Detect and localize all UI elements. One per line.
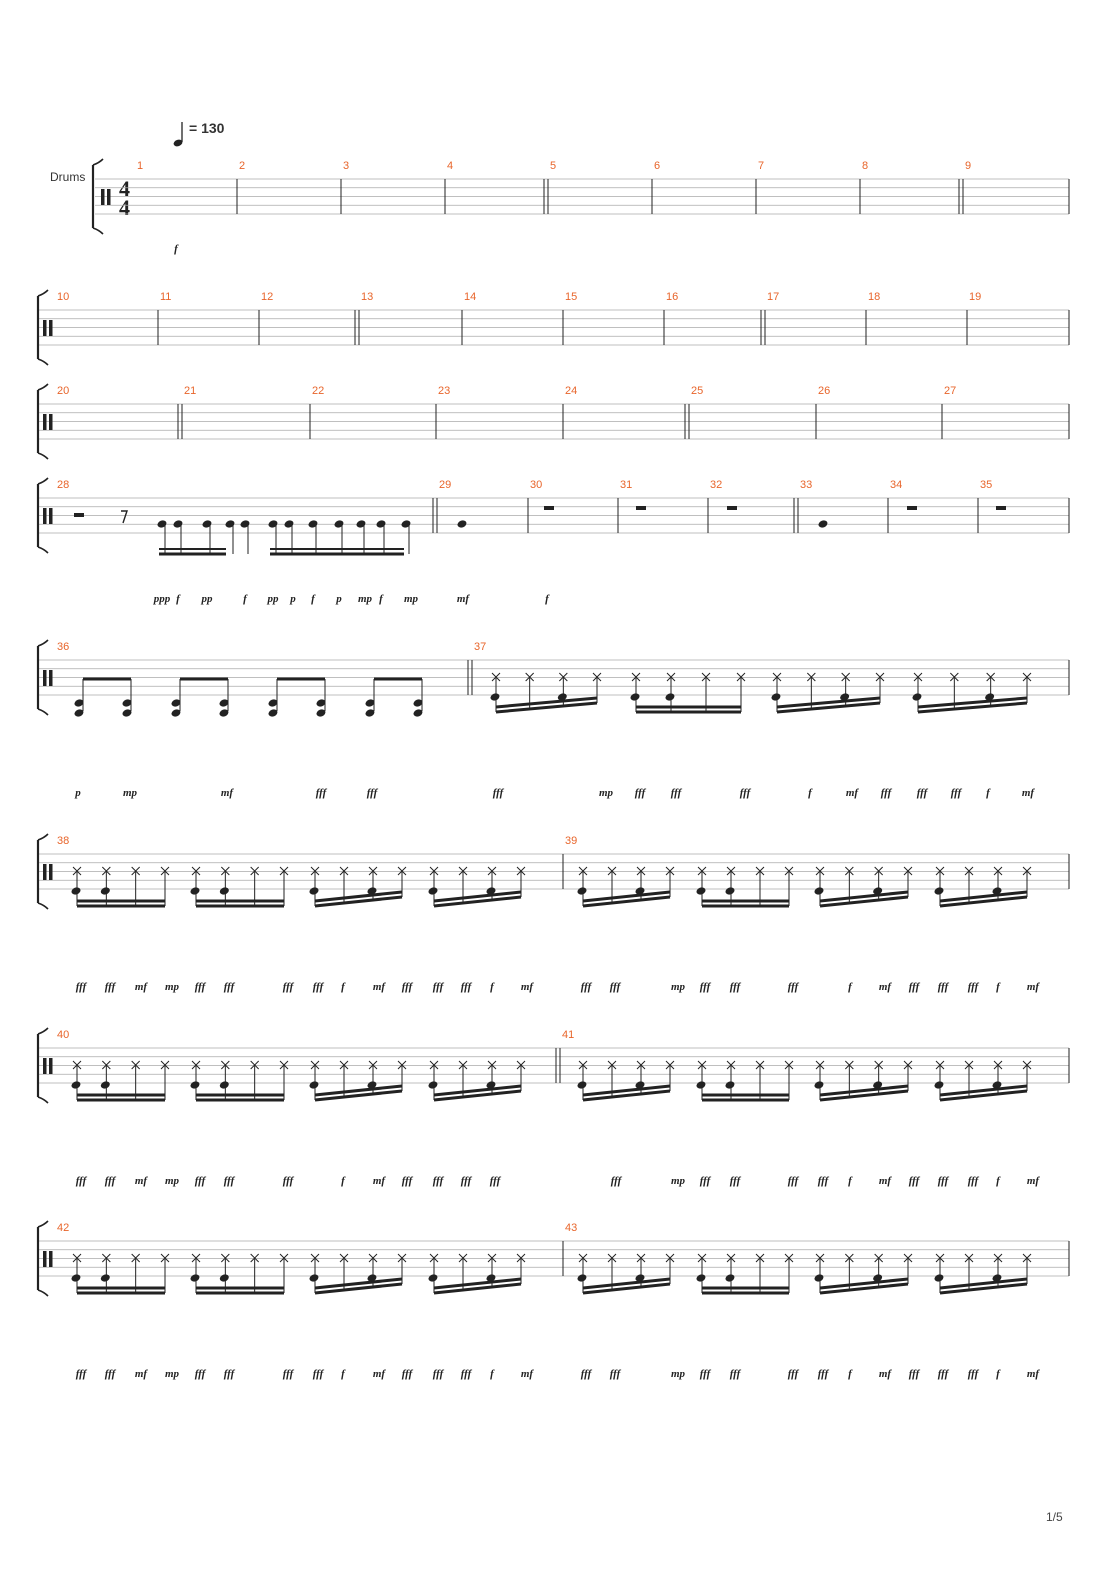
- note-head: [190, 1273, 201, 1283]
- measure-number: 34: [890, 479, 903, 491]
- measure-number: 6: [654, 160, 661, 172]
- measure-number: 25: [691, 385, 704, 397]
- measure-number: 10: [57, 291, 70, 303]
- dynamic-marking: f: [341, 1175, 345, 1187]
- measure-number: 32: [710, 479, 723, 491]
- dynamic-marking: f: [996, 1175, 1000, 1187]
- dynamic-marking: fff: [609, 981, 621, 993]
- dynamic-marking: fff: [104, 981, 116, 993]
- percussion-clef-bar: [43, 320, 47, 336]
- note-head: [814, 1080, 825, 1090]
- percussion-clef-bar: [49, 1251, 53, 1267]
- dynamic-marking: fff: [104, 1175, 116, 1187]
- dynamic-marking: mf: [1026, 981, 1040, 993]
- note-head: [934, 1273, 945, 1283]
- half-rest: [74, 513, 84, 517]
- measure-number: 8: [862, 160, 869, 172]
- dynamic-marking: f: [490, 1368, 494, 1380]
- dynamic-marking: f: [996, 981, 1000, 993]
- note-head: [696, 1080, 707, 1090]
- dynamic-marking: mp: [670, 1368, 686, 1380]
- dynamic-marking: f: [848, 1368, 852, 1380]
- measure-number: 16: [666, 291, 679, 303]
- measure-number: 29: [439, 479, 452, 491]
- dynamic-marking: f: [986, 787, 990, 799]
- bracket-bottom-hook: [38, 1097, 48, 1103]
- measure-number: 9: [965, 160, 972, 172]
- note-head: [814, 886, 825, 896]
- tempo-marking: = 130: [189, 120, 225, 136]
- note-head: [100, 1080, 111, 1090]
- dynamic-marking: fff: [460, 1175, 472, 1187]
- dynamic-marking: f: [848, 1175, 852, 1187]
- dynamic-marking: mf: [1026, 1368, 1040, 1380]
- dynamic-marking: fff: [580, 1368, 592, 1380]
- bracket-bottom-hook: [38, 709, 48, 715]
- dynamic-marking: fff: [967, 1368, 979, 1380]
- dynamic-marking: fff: [460, 1368, 472, 1380]
- note-head: [818, 519, 829, 529]
- measure-number: 41: [562, 1029, 575, 1041]
- dynamic-marking: f: [545, 593, 549, 605]
- dynamic-marking: fff: [312, 981, 324, 993]
- dynamic-marking: f: [341, 981, 345, 993]
- note-head: [725, 1273, 736, 1283]
- dynamic-marking: f: [808, 787, 812, 799]
- time-signature-numerator: 4: [119, 176, 130, 201]
- dynamic-marking: fff: [937, 981, 949, 993]
- dynamic-marking: fff: [432, 981, 444, 993]
- dynamic-marking: f: [174, 243, 178, 255]
- whole-rest: [996, 506, 1006, 510]
- percussion-clef-bar: [49, 414, 53, 430]
- dynamic-marking: fff: [282, 981, 294, 993]
- measure-number: 11: [160, 291, 172, 303]
- dynamic-marking: mf: [878, 981, 892, 993]
- systems-layer: [38, 159, 1069, 1380]
- note-head: [240, 519, 251, 529]
- dynamic-marking: fff: [729, 1175, 741, 1187]
- note-head: [190, 1080, 201, 1090]
- staff-system: [38, 641, 1069, 799]
- page-indicator: 1/5: [1046, 1510, 1063, 1524]
- dynamic-marking: fff: [908, 1368, 920, 1380]
- dynamic-marking: fff: [880, 787, 892, 799]
- measure-number: 4: [447, 160, 454, 172]
- eighth-rest: [121, 511, 127, 523]
- measure-number: 24: [565, 385, 578, 397]
- dynamic-marking: mp: [164, 1175, 180, 1187]
- dynamic-marking: mp: [357, 593, 373, 605]
- bracket-top-hook: [38, 290, 48, 296]
- dynamic-marking: mf: [878, 1368, 892, 1380]
- whole-rest: [636, 506, 646, 510]
- dynamic-marking: fff: [460, 981, 472, 993]
- note-head: [725, 1080, 736, 1090]
- measure-number: 37: [474, 641, 487, 653]
- measure-number: 43: [565, 1222, 578, 1234]
- dynamic-marking: fff: [104, 1368, 116, 1380]
- measure-number: 3: [343, 160, 350, 172]
- note-head: [334, 519, 345, 529]
- dynamic-marking: fff: [432, 1175, 444, 1187]
- dynamic-marking: p: [75, 787, 81, 799]
- measure-number: 12: [261, 291, 274, 303]
- dynamic-marking: fff: [223, 981, 235, 993]
- dynamic-marking: fff: [282, 1175, 294, 1187]
- percussion-clef-bar: [43, 670, 47, 686]
- note-head: [71, 1080, 82, 1090]
- note-head: [696, 886, 707, 896]
- dynamic-marking: fff: [223, 1175, 235, 1187]
- dynamic-marking: fff: [670, 787, 682, 799]
- dynamic-marking: mp: [670, 1175, 686, 1187]
- dynamic-marking: f: [996, 1368, 1000, 1380]
- percussion-clef-bar: [101, 189, 105, 205]
- measure-number: 40: [57, 1029, 70, 1041]
- staff-system: [95, 160, 1069, 255]
- dynamic-marking: fff: [401, 1175, 413, 1187]
- measure-number: 33: [800, 479, 813, 491]
- dynamic-marking: fff: [75, 1175, 87, 1187]
- measure-number: 35: [980, 479, 993, 491]
- dynamic-marking: fff: [729, 1368, 741, 1380]
- dynamic-marking: fff: [194, 981, 206, 993]
- dynamic-marking: mp: [598, 787, 614, 799]
- dynamic-marking: fff: [937, 1368, 949, 1380]
- measure-number: 39: [565, 835, 578, 847]
- note-head: [630, 692, 641, 702]
- measure-number: 36: [57, 641, 70, 653]
- measure-number: 38: [57, 835, 70, 847]
- measure-number: 19: [969, 291, 982, 303]
- note-head: [428, 1273, 439, 1283]
- percussion-clef-bar: [49, 508, 53, 524]
- dynamic-marking: f: [341, 1368, 345, 1380]
- note-head: [71, 886, 82, 896]
- measure-number: 26: [818, 385, 831, 397]
- dynamic-marking: pp: [201, 593, 213, 605]
- dynamic-marking: fff: [787, 981, 799, 993]
- percussion-clef-bar: [49, 864, 53, 880]
- staff-system: [38, 835, 1069, 993]
- measure-number: 17: [767, 291, 780, 303]
- measure-number: 5: [550, 160, 557, 172]
- staff-system: [38, 1222, 1069, 1380]
- instrument-name: Drums: [50, 170, 86, 184]
- staff-system: [38, 1029, 1069, 1187]
- percussion-clef-bar: [43, 864, 47, 880]
- dynamic-marking: mf: [456, 593, 470, 605]
- dynamic-marking: fff: [223, 1368, 235, 1380]
- bracket-bottom-hook: [93, 228, 103, 234]
- dynamic-marking: mf: [220, 787, 234, 799]
- staff-system: [38, 291, 1069, 345]
- dynamic-marking: fff: [401, 981, 413, 993]
- note-head: [771, 692, 782, 702]
- measure-number: 18: [868, 291, 881, 303]
- note-head: [308, 519, 319, 529]
- dynamic-marking: f: [490, 981, 494, 993]
- dynamic-marking: f: [379, 593, 383, 605]
- dynamic-marking: fff: [634, 787, 646, 799]
- dynamic-marking: fff: [908, 1175, 920, 1187]
- note-head: [225, 519, 236, 529]
- measure-number: 14: [464, 291, 477, 303]
- note-head: [912, 692, 923, 702]
- dynamic-marking: fff: [937, 1175, 949, 1187]
- dynamic-marking: mf: [134, 981, 148, 993]
- dynamic-marking: fff: [610, 1175, 622, 1187]
- measure-number: 1: [137, 160, 144, 172]
- dynamic-marking: fff: [699, 981, 711, 993]
- note-head: [309, 886, 320, 896]
- dynamic-marking: fff: [787, 1368, 799, 1380]
- dynamic-marking: fff: [787, 1175, 799, 1187]
- bracket-top-hook: [38, 1028, 48, 1034]
- dynamic-marking: mf: [134, 1175, 148, 1187]
- percussion-clef-bar: [49, 1058, 53, 1074]
- dynamic-marking: f: [848, 981, 852, 993]
- measure-number: 23: [438, 385, 451, 397]
- note-head: [309, 1273, 320, 1283]
- note-head: [190, 886, 201, 896]
- dynamic-marking: fff: [580, 981, 592, 993]
- measure-number: 13: [361, 291, 374, 303]
- dynamic-marking: fff: [432, 1368, 444, 1380]
- dynamic-marking: mp: [164, 1368, 180, 1380]
- note-head: [934, 1080, 945, 1090]
- bracket-top-hook: [93, 159, 103, 165]
- measure-number: 7: [758, 160, 765, 172]
- percussion-clef-bar: [43, 1058, 47, 1074]
- dynamic-marking: fff: [194, 1368, 206, 1380]
- bracket-top-hook: [38, 1221, 48, 1227]
- bracket-top-hook: [38, 640, 48, 646]
- note-head: [157, 519, 168, 529]
- dynamic-marking: fff: [609, 1368, 621, 1380]
- note-head: [284, 519, 295, 529]
- dynamic-marking: p: [336, 593, 342, 605]
- dynamic-marking: f: [311, 593, 315, 605]
- dynamic-marking: mf: [845, 787, 859, 799]
- dynamic-marking: f: [243, 593, 247, 605]
- bracket-bottom-hook: [38, 547, 48, 553]
- dynamic-marking: fff: [950, 787, 962, 799]
- dynamic-marking: fff: [699, 1175, 711, 1187]
- dynamic-marking: mf: [520, 981, 534, 993]
- dynamic-marking: fff: [366, 787, 378, 799]
- measure-number: 30: [530, 479, 543, 491]
- whole-rest: [727, 506, 737, 510]
- note-head: [814, 1273, 825, 1283]
- measure-number: 27: [944, 385, 957, 397]
- dynamic-marking: fff: [312, 1368, 324, 1380]
- note-head: [219, 1273, 230, 1283]
- note-head: [457, 519, 468, 529]
- measure-number: 28: [57, 479, 70, 491]
- tempo-note-icon: [173, 122, 184, 148]
- dynamic-marking: mf: [372, 1368, 386, 1380]
- note-head: [428, 886, 439, 896]
- dynamic-marking: mp: [403, 593, 419, 605]
- bracket-bottom-hook: [38, 903, 48, 909]
- dynamic-marking: p: [290, 593, 296, 605]
- bracket-top-hook: [38, 478, 48, 484]
- note-head: [219, 886, 230, 896]
- dynamic-marking: mf: [1026, 1175, 1040, 1187]
- dynamic-marking: fff: [967, 981, 979, 993]
- dynamic-marking: mf: [1021, 787, 1035, 799]
- dynamic-marking: fff: [908, 981, 920, 993]
- percussion-clef-bar: [43, 1251, 47, 1267]
- note-head: [577, 886, 588, 896]
- dynamic-marking: fff: [75, 981, 87, 993]
- staff-system: [38, 385, 1069, 439]
- dynamic-marking: mp: [164, 981, 180, 993]
- dynamic-marking: mp: [122, 787, 138, 799]
- note-head: [696, 1273, 707, 1283]
- note-head: [725, 886, 736, 896]
- percussion-clef-bar: [43, 508, 47, 524]
- dynamic-marking: fff: [699, 1368, 711, 1380]
- dynamic-marking: fff: [315, 787, 327, 799]
- dynamic-marking: ppp: [153, 593, 171, 605]
- note-head: [219, 1080, 230, 1090]
- note-head: [428, 1080, 439, 1090]
- staff-system: [38, 479, 1069, 605]
- dynamic-marking: fff: [739, 787, 751, 799]
- bracket-bottom-hook: [38, 359, 48, 365]
- time-signature-denominator: 4: [119, 195, 130, 220]
- note-head: [356, 519, 367, 529]
- dynamic-marking: f: [176, 593, 180, 605]
- dynamic-marking: fff: [967, 1175, 979, 1187]
- measure-number: 2: [239, 160, 246, 172]
- percussion-clef-bar: [107, 189, 111, 205]
- dynamic-marking: fff: [489, 1175, 501, 1187]
- dynamic-marking: fff: [492, 787, 504, 799]
- note-head: [490, 692, 501, 702]
- measure-number: 20: [57, 385, 70, 397]
- dynamic-marking: mf: [372, 1175, 386, 1187]
- measure-number: 15: [565, 291, 578, 303]
- percussion-clef-bar: [49, 670, 53, 686]
- bracket-bottom-hook: [38, 453, 48, 459]
- percussion-clef-bar: [43, 414, 47, 430]
- note-head: [577, 1273, 588, 1283]
- note-head: [934, 886, 945, 896]
- note-head: [268, 519, 279, 529]
- dynamic-marking: fff: [75, 1368, 87, 1380]
- measure-number: 22: [312, 385, 325, 397]
- note-head: [401, 519, 412, 529]
- note-head: [665, 692, 676, 702]
- percussion-clef-bar: [49, 320, 53, 336]
- dynamic-marking: mf: [520, 1368, 534, 1380]
- dynamic-marking: fff: [817, 1175, 829, 1187]
- measure-number: 21: [184, 385, 197, 397]
- dynamic-marking: fff: [194, 1175, 206, 1187]
- note-head: [202, 519, 213, 529]
- note-head: [309, 1080, 320, 1090]
- dynamic-marking: fff: [401, 1368, 413, 1380]
- dynamic-marking: fff: [282, 1368, 294, 1380]
- note-head: [100, 1273, 111, 1283]
- dynamic-marking: fff: [916, 787, 928, 799]
- bracket-top-hook: [38, 834, 48, 840]
- note-head: [577, 1080, 588, 1090]
- dynamic-marking: mf: [134, 1368, 148, 1380]
- note-head: [100, 886, 111, 896]
- whole-rest: [907, 506, 917, 510]
- dynamic-marking: fff: [817, 1368, 829, 1380]
- note-head: [71, 1273, 82, 1283]
- bracket-bottom-hook: [38, 1290, 48, 1296]
- note-head: [173, 519, 184, 529]
- dynamic-marking: mf: [372, 981, 386, 993]
- whole-rest: [544, 506, 554, 510]
- measure-number: 31: [620, 479, 633, 491]
- dynamic-marking: pp: [267, 593, 279, 605]
- dynamic-marking: fff: [729, 981, 741, 993]
- dynamic-marking: mp: [670, 981, 686, 993]
- measure-number: 42: [57, 1222, 70, 1234]
- dynamic-marking: mf: [878, 1175, 892, 1187]
- bracket-top-hook: [38, 384, 48, 390]
- note-head: [376, 519, 387, 529]
